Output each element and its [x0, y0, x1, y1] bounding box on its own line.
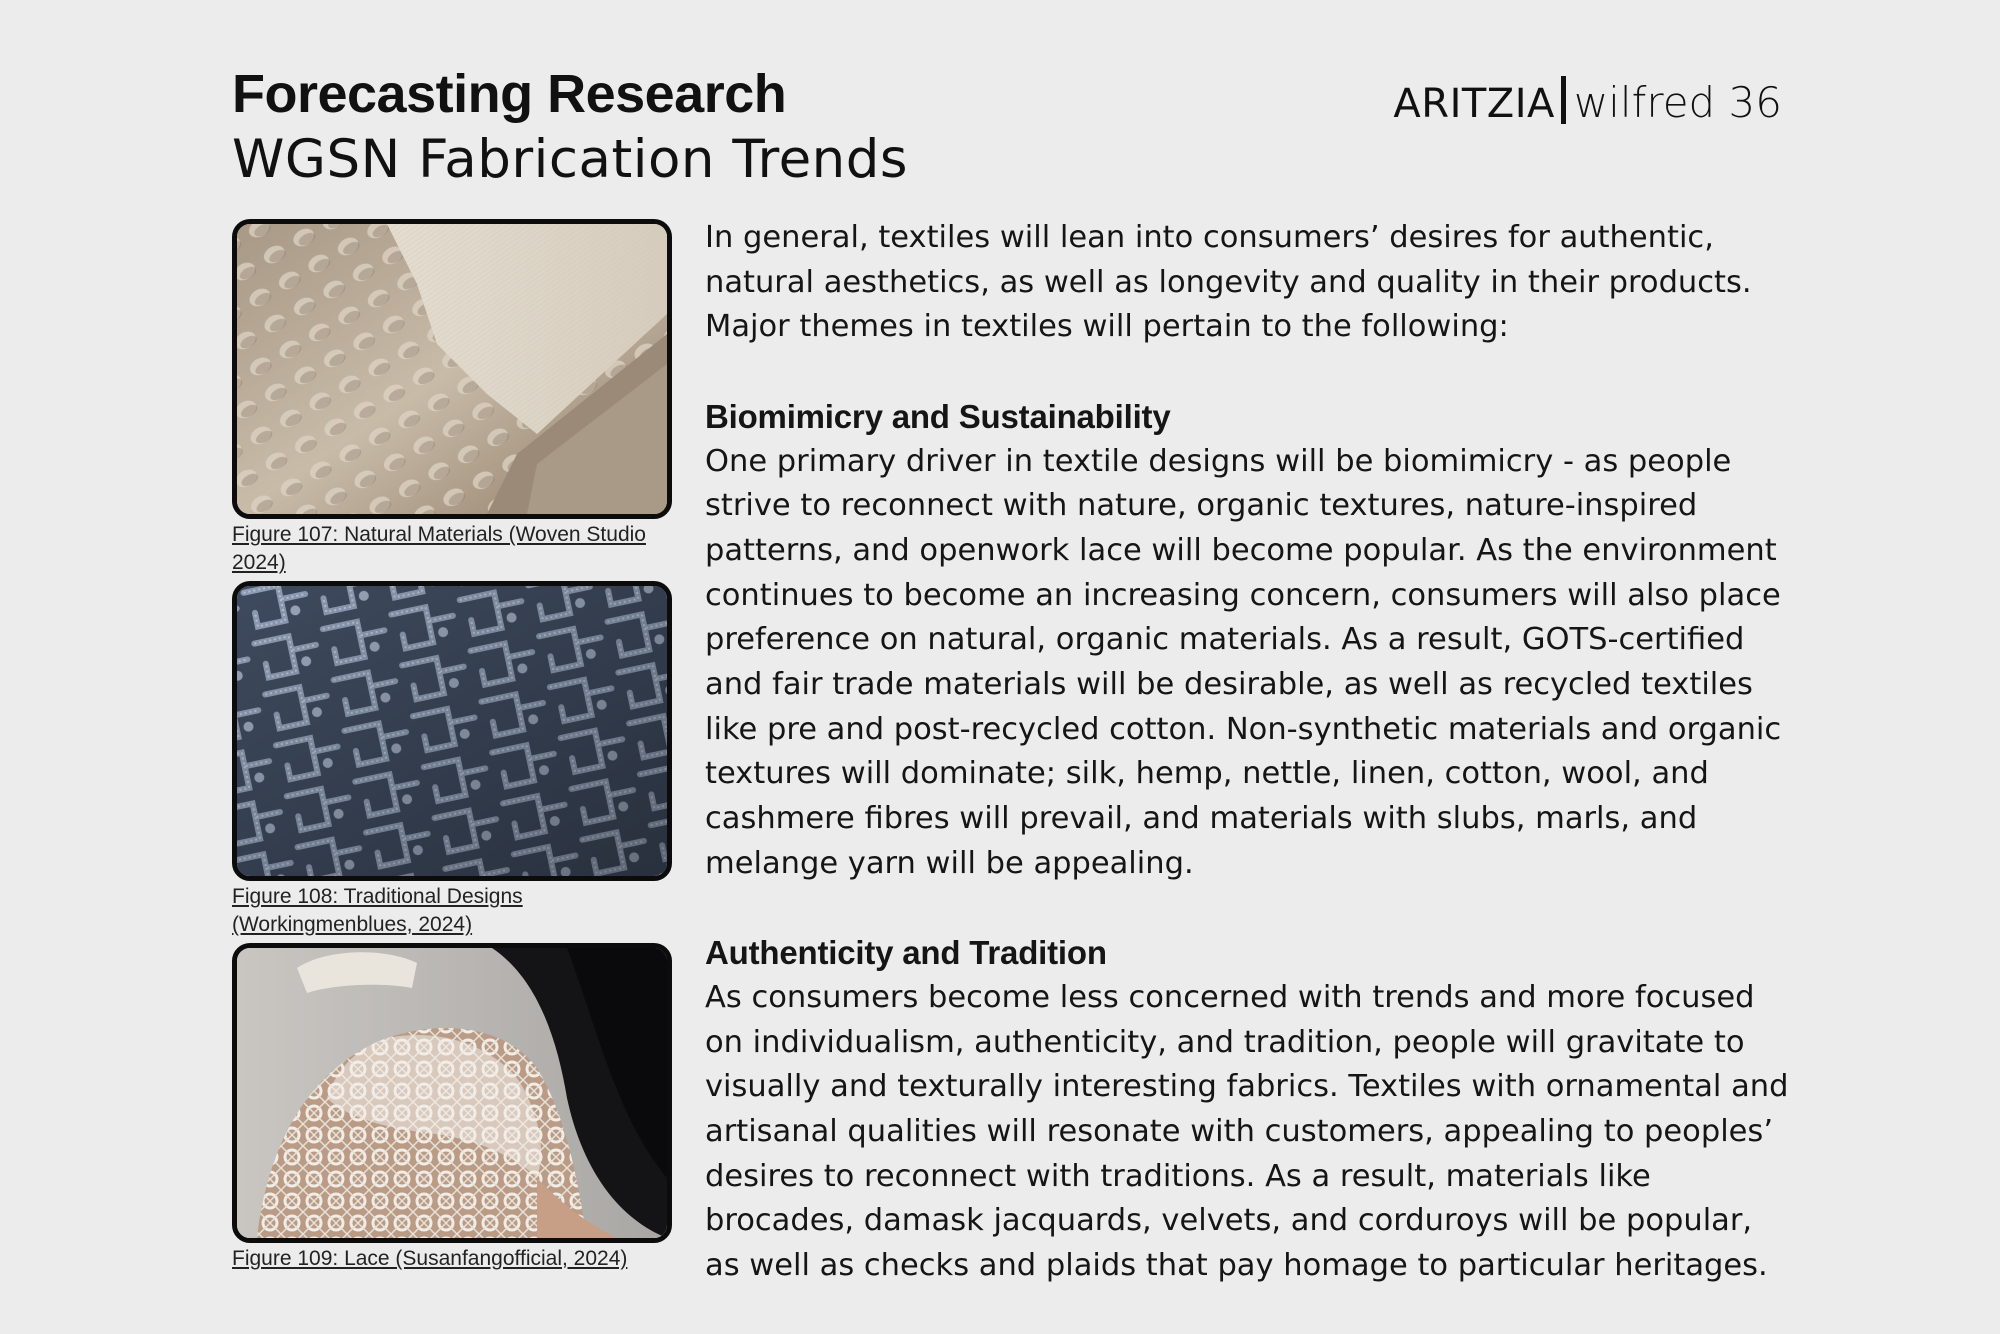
lace-sleeve-image — [237, 948, 667, 1238]
section-body: As consumers become less concerned with trends and more focused on individualism, authenticity, and tradition, people will gravitate to visually and texturally interesting fabrics. Textiles with ornamental and artisanal qualities will resonate with customers, appealing to peoples’ desires to reconnect with traditions. As a result, materials like brocades, damask jacquards, velvets, and corduroys will be popular, as well as checks and plaids that pay homage to particular heritages. — [705, 979, 1789, 1284]
page-subtitle: WGSN Fabrication Trends — [232, 129, 909, 190]
figure-traditional-designs — [232, 581, 668, 939]
traditional-designs-photo — [232, 581, 672, 881]
section-heading: Biomimicry and Sustainability — [705, 397, 1171, 435]
figure-caption: Figure 108: Traditional Designs (Workingmenblues, 2024) — [232, 885, 523, 936]
intro-paragraph: In general, textiles will lean into consumers’ desires for authentic, natural aesthetics, as well as longevity and quality in their products. Major themes in textiles will pertain to the following: — [705, 220, 1752, 345]
natural-materials-photo — [232, 219, 672, 519]
section-biomimicry — [705, 395, 1795, 887]
woven-texture-image — [237, 224, 667, 514]
section-heading: Authenticity and Tradition — [705, 934, 1107, 972]
section-body: One primary driver in textile designs will be biomimicry - as people strive to reconnect with nature, organic textures, nature-inspired patterns, and openwork lace will become popular. As the environment continues to become an increasing concern, consumers will also place preference on natural, organic materials. As a result, GOTS-certified and fair trade materials will be desirable, as well as recycled textiles like pre and post-recycled cotton. Non-synthetic materials and organic textures will dominate; silk, hemp, nettle, linen, cotton, wool, and cashmere fibres will prevail, and materials with slubs, marls, and melange yarn will be appealing. — [705, 443, 1782, 881]
jacquard-texture-image — [237, 586, 667, 876]
page-title: Forecasting Research — [232, 64, 787, 124]
figure-lace — [232, 943, 668, 1273]
main-content — [705, 216, 1795, 1334]
brand-name: ARITZIA — [1393, 81, 1555, 127]
lace-photo — [232, 943, 672, 1243]
figure-caption: Figure 109: Lace (Susanfangofficial, 2024) — [232, 1247, 628, 1270]
brand-divider — [1561, 76, 1566, 124]
brand-logo — [1393, 76, 1782, 127]
figure-natural-materials — [232, 219, 668, 577]
section-authenticity — [705, 931, 1795, 1289]
brand-suffix: wilfred 36 — [1573, 78, 1782, 127]
figure-caption: Figure 107: Natural Materials (Woven Studio 2024) — [232, 523, 646, 574]
